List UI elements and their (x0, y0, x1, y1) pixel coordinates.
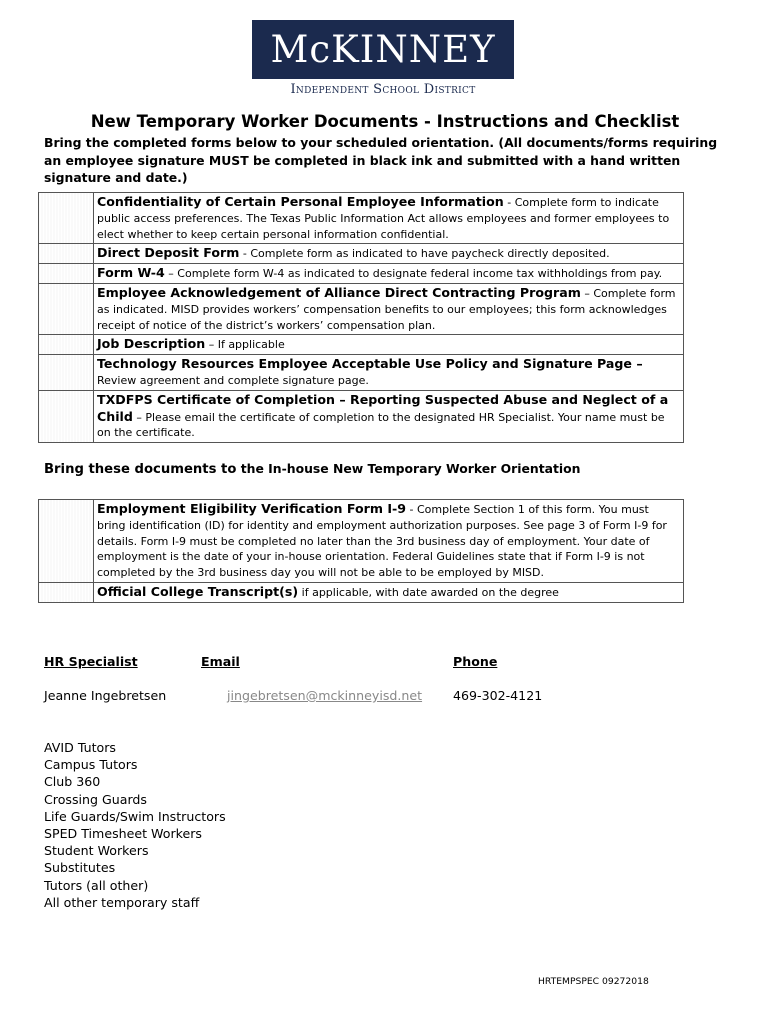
item-separator: - (503, 196, 515, 209)
item-text: Complete form as indicated to have paycheck directly deposited. (250, 247, 610, 261)
orientation-item-row (39, 582, 684, 602)
item-separator: – (205, 338, 218, 352)
item-text: Please email the certificate of completion to the designated HR Specialist. Your name must be on the certificate. (97, 410, 665, 440)
logo-wordmark: McKINNEY (252, 20, 514, 79)
item-description (94, 582, 684, 602)
item-description (94, 283, 684, 334)
logo-subtitle: Independent School District (290, 82, 476, 97)
worker-group-item: Tutors (all other) (44, 877, 149, 893)
checkbox-cell[interactable] (39, 335, 94, 355)
worker-group-item: Student Workers (44, 843, 149, 859)
form-item-row (39, 390, 684, 442)
checkbox-cell[interactable] (39, 283, 94, 334)
item-text: Complete form W-4 as indicated to designate federal income tax withholdings from pay. (177, 267, 663, 281)
form-item-row (39, 283, 684, 334)
district-logo (252, 20, 514, 98)
item-heading: Official College Transcript(s) (97, 583, 299, 599)
worker-group-item: Crossing Guards (44, 791, 147, 807)
item-description (94, 335, 684, 355)
form-item-row (39, 193, 684, 244)
worker-group-item: Life Guards/Swim Instructors (44, 808, 226, 824)
item-description (94, 264, 684, 284)
hr-specialist-name: Jeanne Ingebretsen (44, 688, 167, 703)
section2-heading: Bring these documents to the In-house New Temporary Worker Orientation (44, 461, 581, 477)
item-description (94, 244, 684, 264)
item-separator: - (406, 503, 417, 516)
checklist-orientation (38, 499, 684, 603)
form-item-row (39, 355, 684, 391)
worker-group-item: All other temporary staff (44, 894, 200, 910)
page-title: New Temporary Worker Documents - Instructions and Checklist (90, 112, 680, 131)
item-heading: Technology Resources Employee Acceptable Use Policy and Signature Page – (97, 356, 643, 372)
worker-group-item: AVID Tutors (44, 740, 116, 755)
worker-group-item: SPED Timesheet Workers (44, 826, 202, 842)
item-heading: Employee Acknowledgement of Alliance Direct Contracting Program (97, 284, 581, 300)
item-heading: Job Description (97, 336, 206, 352)
item-description (94, 390, 684, 442)
item-text: Complete Section 1 of this form. You must bring identification (ID) for identity and employment authorization purposes. See page 3 of Form I-9 for details. Form I-9 must be completed no later than the 3rd business day of employment. Your date of employment is the date of your in-house orientation. Federal Guidelines state that if Form I-9 is not completed by the 3rd business day you will not be able to be employed by MISD. (97, 503, 667, 580)
item-heading: Employment Eligibility Verification Form I-9 (97, 501, 407, 516)
item-text: Review agreement and complete signature page. (97, 373, 369, 387)
checkbox-cell[interactable] (39, 264, 94, 284)
form-item-row (39, 244, 684, 264)
checkbox-cell[interactable] (39, 582, 94, 602)
header-hr-specialist: HR Specialist (44, 654, 138, 669)
header-email: Email (201, 654, 240, 669)
item-separator: – (164, 267, 178, 281)
worker-group-item: Substitutes (44, 860, 116, 876)
item-separator: – (580, 286, 594, 300)
worker-group-list (44, 739, 226, 911)
item-separator: - (239, 247, 251, 261)
orientation-item-row (39, 500, 684, 583)
checklist-forms (38, 192, 684, 443)
checkbox-cell[interactable] (39, 355, 94, 391)
item-text: Complete form to indicate public access preferences. The Texas Public Information Act allows employees and former employees to elect whether to keep certain personal information confidential. (97, 196, 670, 241)
item-description (94, 500, 684, 583)
checkbox-cell[interactable] (39, 500, 94, 583)
form-item-row (39, 264, 684, 284)
worker-group-item: Club 360 (44, 774, 101, 790)
item-heading: Direct Deposit Form (97, 245, 240, 261)
header-phone: Phone (453, 654, 498, 669)
item-heading: Confidentiality of Certain Personal Employee Information (97, 194, 504, 209)
item-text: Complete form as indicated. MISD provides workers’ compensation benefits to our employees; this form acknowledges receipt of notice of the district’s workers’ compensation plan. (97, 286, 676, 332)
form-item-row (39, 335, 684, 355)
checkbox-cell[interactable] (39, 193, 94, 244)
item-description (94, 355, 684, 391)
item-text: If applicable (217, 338, 285, 352)
form-code: HRTEMPSPEC 09272018 (538, 976, 649, 987)
item-heading: TXDFPS Certificate of Completion – Reporting Suspected Abuse and Neglect of a Child (97, 391, 669, 424)
item-separator: – (132, 410, 146, 424)
hr-specialist-phone: 469-302-4121 (453, 688, 543, 703)
checkbox-cell[interactable] (39, 390, 94, 442)
checkbox-cell[interactable] (39, 244, 94, 264)
intro-text: Bring the completed forms below to your scheduled orientation. (All documents/forms requiring an employee signature MUST be completed in black ink and submitted with a hand written signature and date.) (44, 135, 718, 185)
hr-specialist-email-link[interactable]: jingebretsen@mckinneyisd.net (227, 688, 423, 703)
worker-group-item: Campus Tutors (44, 757, 138, 773)
item-description (94, 193, 684, 244)
item-heading: Form W-4 (97, 265, 165, 281)
item-text: if applicable, with date awarded on the degree (301, 585, 559, 599)
